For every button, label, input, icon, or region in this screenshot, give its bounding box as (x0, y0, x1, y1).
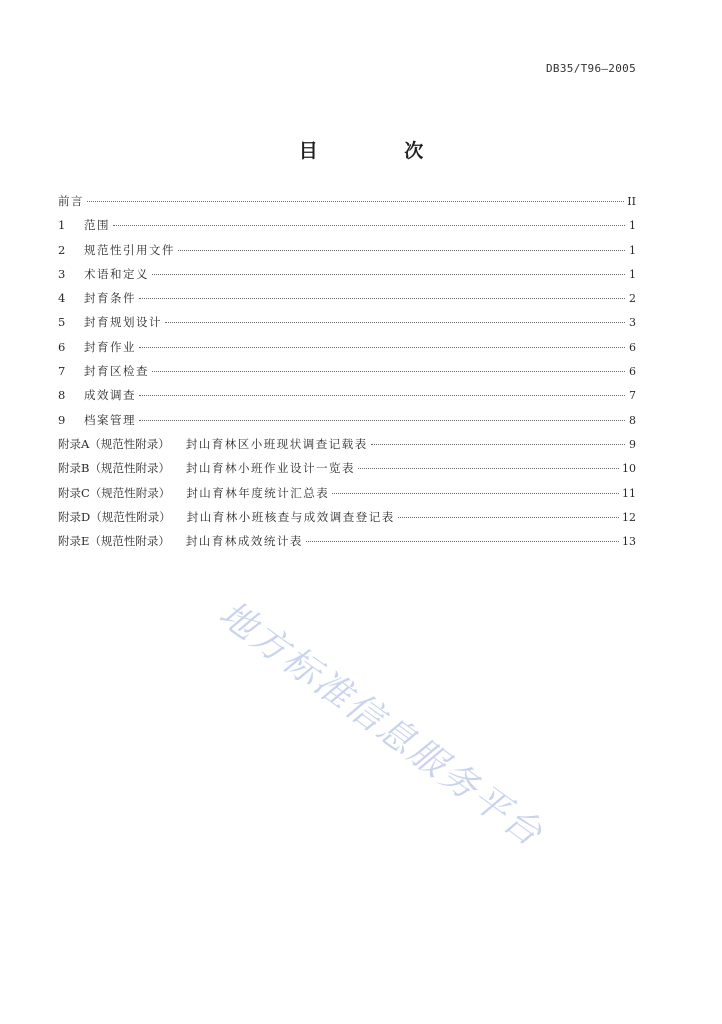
toc-item-page: 1 (629, 219, 636, 233)
toc-leader-dots (152, 274, 625, 275)
toc-item-page: II (627, 195, 636, 208)
toc-leader-dots (332, 493, 619, 494)
toc-item-number: 4 (58, 291, 66, 306)
toc-annex-label: 附录E（规范性附录） (58, 534, 170, 549)
toc-annex-item[interactable] (58, 485, 636, 509)
toc-item-text: 封山育林区小班现状调查记载表 (185, 436, 368, 451)
toc-leader-dots (139, 298, 625, 299)
toc-leader-dots (87, 201, 624, 202)
toc-item[interactable] (58, 242, 636, 266)
toc-item-page: 8 (629, 413, 636, 427)
toc-leader-dots (306, 541, 619, 542)
toc-item-number: 5 (58, 315, 66, 330)
toc-item-text: 封育作业 (84, 339, 136, 354)
toc-item-text: 成效调查 (84, 388, 136, 403)
toc-item-text: 封山育林年度统计汇总表 (186, 485, 330, 500)
toc-item-page: 9 (629, 437, 636, 451)
toc-annex-item[interactable] (58, 509, 636, 533)
toc-leader-dots (152, 371, 625, 372)
toc-leader-dots (358, 468, 619, 469)
toc-item-page: 13 (622, 535, 636, 549)
toc-item-number: 1 (58, 218, 66, 233)
toc-item-page: 1 (629, 243, 636, 257)
toc-item-text: 封育条件 (84, 291, 136, 306)
toc-item-page: 6 (629, 340, 636, 354)
toc-item-number: 2 (58, 242, 66, 257)
table-of-contents (58, 193, 636, 557)
toc-item-page: 6 (629, 365, 636, 379)
toc-item[interactable] (58, 217, 636, 241)
toc-item[interactable] (58, 339, 636, 363)
toc-item[interactable] (58, 266, 636, 290)
toc-leader-dots (139, 347, 625, 348)
toc-item[interactable] (58, 290, 636, 314)
toc-annex-item[interactable] (58, 533, 636, 557)
toc-item-text: 术语和定义 (84, 266, 149, 281)
toc-item-text: 封山育林小班作业设计一览表 (185, 461, 355, 476)
toc-item-number: 8 (58, 388, 66, 403)
toc-item-number: 6 (58, 339, 66, 354)
toc-item-text: 封山育林小班核查与成效调查登记表 (186, 509, 395, 524)
toc-item-page: 3 (629, 316, 636, 330)
toc-item[interactable] (58, 412, 636, 436)
toc-leader-dots (139, 395, 625, 396)
toc-item-text: 封山育林成效统计表 (185, 534, 303, 549)
toc-item-page: 11 (622, 486, 636, 500)
toc-item[interactable] (58, 387, 636, 411)
toc-item-page: 2 (629, 292, 636, 306)
toc-leader-dots (178, 250, 625, 251)
toc-annex-item[interactable] (58, 460, 636, 484)
toc-item-number: 7 (58, 364, 66, 379)
toc-item-page: 1 (629, 267, 636, 281)
toc-item-text: 前言 (58, 194, 84, 208)
document-code: DB35/T96—2005 (546, 62, 636, 75)
toc-annex-item[interactable] (58, 436, 636, 460)
toc-item-page: 10 (622, 462, 636, 476)
toc-leader-dots (165, 322, 625, 323)
toc-annex-label: 附录B（规范性附录） (58, 461, 170, 476)
toc-item-text: 规范性引用文件 (84, 242, 175, 257)
toc-annex-label: 附录A（规范性附录） (58, 436, 170, 451)
toc-item[interactable] (58, 363, 636, 387)
toc-item-number: 3 (58, 266, 66, 281)
toc-item-text: 范围 (84, 218, 110, 233)
toc-leader-dots (398, 517, 619, 518)
toc-item-number: 9 (58, 412, 66, 427)
toc-item-page: 12 (622, 510, 636, 524)
toc-item-foreword[interactable] (58, 193, 636, 217)
toc-leader-dots (371, 444, 625, 445)
toc-item-text: 档案管理 (84, 412, 136, 427)
toc-leader-dots (113, 225, 625, 226)
toc-annex-label: 附录D（规范性附录） (58, 509, 171, 524)
toc-item-text: 封育区检查 (84, 364, 149, 379)
watermark: 地方标准信息服务平台 (211, 593, 552, 856)
toc-item-page: 7 (629, 389, 636, 403)
toc-leader-dots (139, 420, 625, 421)
toc-item[interactable] (58, 314, 636, 338)
toc-item-text: 封育规划设计 (84, 315, 162, 330)
page-title: 目 次 (298, 140, 464, 162)
toc-annex-label: 附录C（规范性附录） (58, 485, 171, 500)
